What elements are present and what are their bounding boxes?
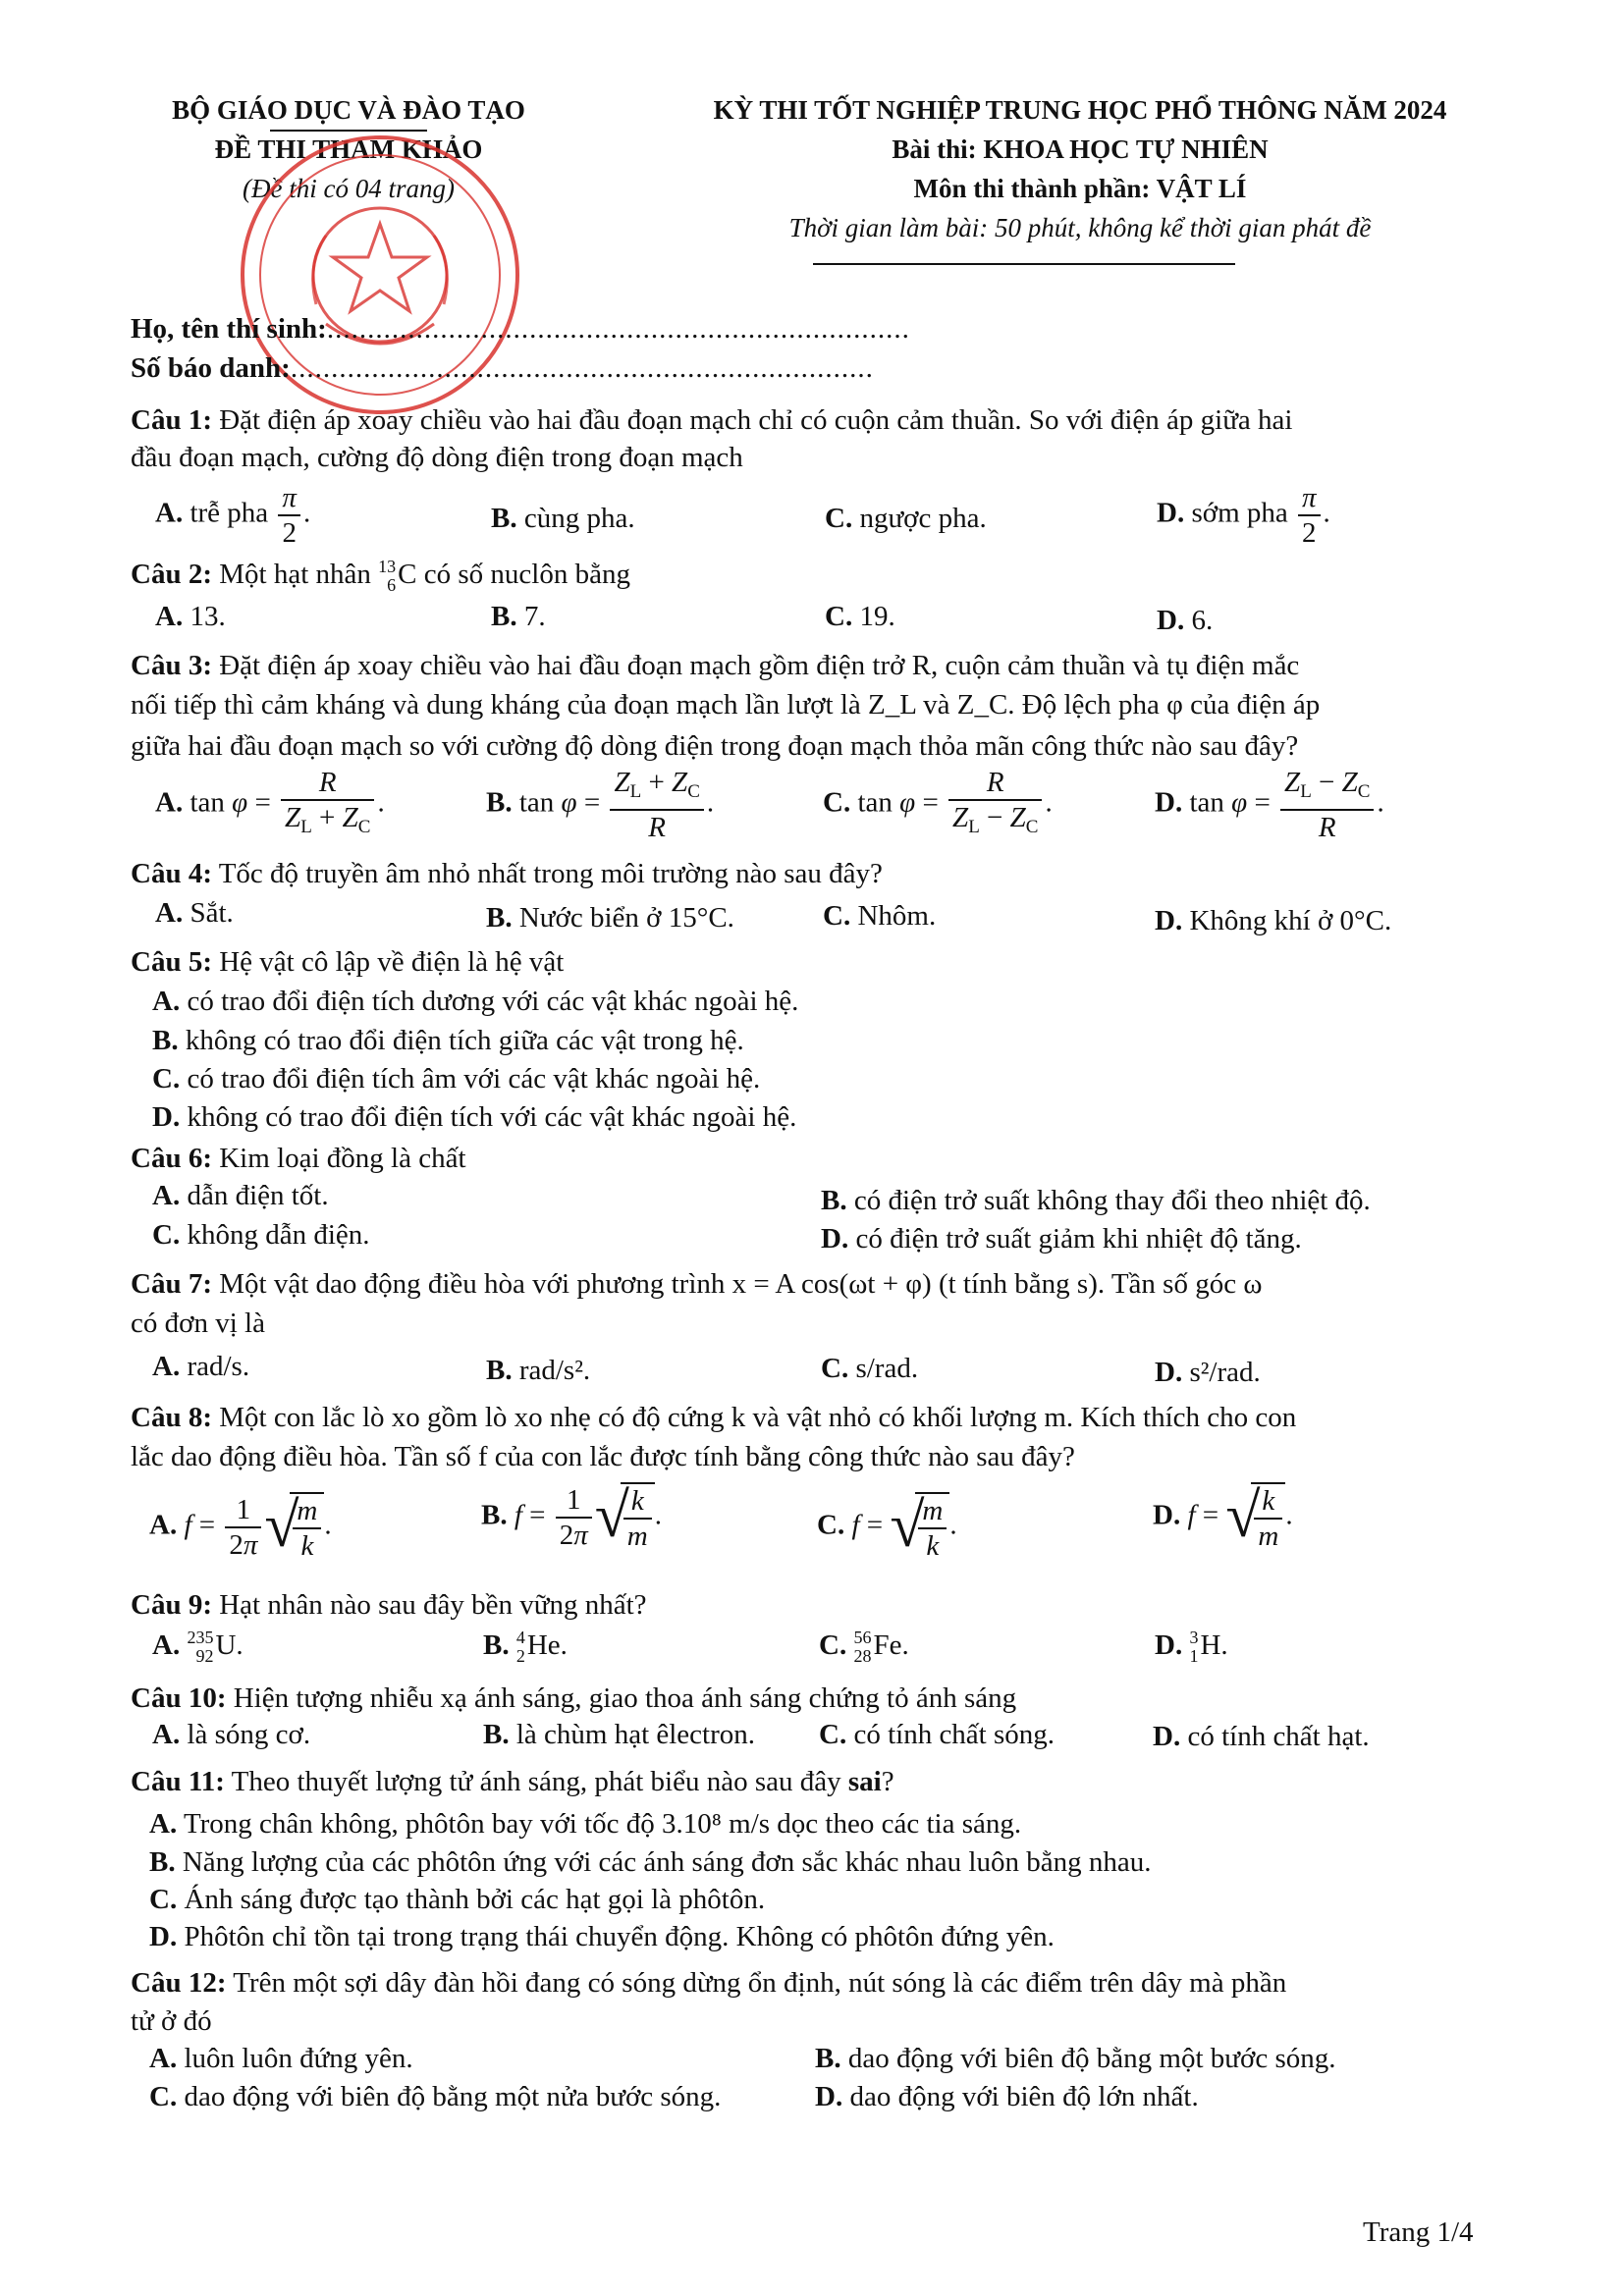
question-1-line2 bbox=[131, 438, 743, 477]
name-dots[interactable]: ........................................................................ bbox=[326, 313, 910, 345]
q7-option-a[interactable]: A. rad/s. bbox=[152, 1351, 250, 1382]
question-10: Câu 10: Hiện tượng nhiễu xạ ánh sáng, giao thoa ánh sáng chứng tỏ ánh sáng bbox=[131, 1682, 1017, 1714]
q4-option-a[interactable]: A. Sắt. bbox=[155, 897, 234, 929]
q1-label: Câu 1: bbox=[131, 404, 212, 436]
q1-text2: đầu đoạn mạch, cường độ dòng điện trong đoạn mạch bbox=[131, 442, 743, 473]
question-2: Câu 2: Một hạt nhân 13 6 C có số nuclôn bằng bbox=[131, 557, 630, 596]
q1-option-c[interactable]: C. ngược pha. bbox=[825, 503, 987, 534]
q5-option-c[interactable]: C. có trao đổi điện tích âm với các vật khác ngoài hệ. bbox=[152, 1063, 761, 1095]
time-note: Thời gian làm bài: 50 phút, không kể thời gian phát đề bbox=[788, 213, 1372, 242]
q3-option-d[interactable]: D. tan φ = $\frac{Z_L - Z_C}{R}$ . bbox=[1155, 767, 1384, 843]
q9-option-d[interactable]: D. 3 1 H. bbox=[1155, 1628, 1228, 1667]
question-6: Câu 6: Kim loại đồng là chất bbox=[131, 1143, 466, 1174]
exam-title: KỲ THI TỐT NGHIỆP TRUNG HỌC PHỔ THÔNG NĂM 2024 bbox=[713, 95, 1447, 125]
q10-option-d[interactable]: D. có tính chất hạt. bbox=[1153, 1721, 1370, 1752]
q9-option-b[interactable]: B. 4 2 He. bbox=[483, 1628, 568, 1667]
header-right bbox=[609, 90, 1551, 247]
q1-option-a[interactable]: A. trễ pha $\frac{\pi}{2}$ . bbox=[155, 482, 311, 549]
q11-option-a[interactable]: A. Trong chân không, phôtôn bay với tốc độ 3.10⁸ m/s dọc theo các tia sáng. bbox=[149, 1808, 1022, 1840]
q10-option-c[interactable]: C. có tính chất sóng. bbox=[819, 1719, 1056, 1750]
q3-option-a[interactable]: A. tan φ = $\frac{R}{Z_L + Z_C}$ . bbox=[155, 767, 385, 837]
component-label: Môn thi thành phần: VẬT LÍ bbox=[913, 174, 1247, 203]
question-5: Câu 5: Hệ vật cô lập về điện là hệ vật bbox=[131, 946, 565, 978]
q1-text: Đặt điện áp xoay chiều vào hai đầu đoạn mạch chỉ có cuộn cảm thuần. So với điện áp giữa hai bbox=[219, 404, 1293, 436]
q8-option-c[interactable]: C. f = √ $\frac{m}{k}$ . bbox=[817, 1490, 957, 1562]
q6-option-c[interactable]: C. không dẫn điện. bbox=[152, 1219, 370, 1251]
q6-option-d[interactable]: D. có điện trở suất giảm khi nhiệt độ tăng. bbox=[821, 1223, 1302, 1255]
question-3-line2: nối tiếp thì cảm kháng và dung kháng của đoạn mạch lần lượt là Z_L và Z_C. Độ lệch pha φ của điện áp bbox=[131, 689, 1321, 721]
q1-option-d[interactable]: D. sớm pha $\frac{\pi}{2}$ . bbox=[1157, 482, 1330, 549]
q9-option-a[interactable]: A. 235 92 U. bbox=[152, 1628, 244, 1667]
q11-option-c[interactable]: C. Ánh sáng được tạo thành bởi các hạt gọi là phôtôn. bbox=[149, 1884, 766, 1915]
question-7: Câu 7: Một vật dao động điều hòa với phương trình x = A cos(ωt + φ) (t tính bằng s). Tần số góc ω bbox=[131, 1268, 1263, 1300]
q8-option-a[interactable]: A. f = $\frac{1}{2\pi}$ √ $\frac{m}{k}$ . bbox=[149, 1490, 332, 1562]
q3-option-b[interactable]: B. tan φ = $\frac{Z_L + Z_C}{R}$ . bbox=[486, 767, 715, 843]
q11-option-b[interactable]: B. Năng lượng của các phôtôn ứng với các ánh sáng đơn sắc khác nhau luôn bằng nhau. bbox=[149, 1846, 1152, 1878]
id-dots[interactable]: ........................................................................ bbox=[290, 352, 874, 384]
q10-option-a[interactable]: A. là sóng cơ. bbox=[152, 1719, 311, 1750]
candidate-fields bbox=[131, 309, 910, 388]
q12-option-a[interactable]: A. luôn luôn đứng yên. bbox=[149, 2043, 413, 2074]
q4-option-b[interactable]: B. Nước biển ở 15°C. bbox=[486, 902, 734, 934]
q5-option-a[interactable]: A. có trao đổi điện tích dương với các vật khác ngoài hệ. bbox=[152, 986, 799, 1017]
q9-option-c[interactable]: C. 56 28 Fe. bbox=[819, 1628, 909, 1667]
q12-option-c[interactable]: C. dao động với biên độ bằng một nửa bước sóng. bbox=[149, 2081, 722, 2112]
question-3: Câu 3: Đặt điện áp xoay chiều vào hai đầu đoạn mạch gồm điện trở R, cuộn cảm thuần và tụ điện mắc bbox=[131, 650, 1300, 681]
q4-option-d[interactable]: D. Không khí ở 0°C. bbox=[1155, 905, 1392, 936]
q11-option-d[interactable]: D. Phôtôn chỉ tồn tại trong trạng thái chuyển động. Không có phôtôn đứng yên. bbox=[149, 1921, 1055, 1952]
question-7-line2: có đơn vị là bbox=[131, 1308, 265, 1339]
question-1 bbox=[131, 400, 1292, 440]
q7-option-d[interactable]: D. s²/rad. bbox=[1155, 1357, 1261, 1388]
q4-option-c[interactable]: C. Nhôm. bbox=[823, 900, 937, 932]
question-4: Câu 4: Tốc độ truyền âm nhỏ nhất trong môi trường nào sau đây? bbox=[131, 858, 883, 889]
q7-option-b[interactable]: B. rad/s². bbox=[486, 1355, 591, 1386]
q7-option-c[interactable]: C. s/rad. bbox=[821, 1353, 919, 1384]
question-9: Câu 9: Hạt nhân nào sau đây bền vững nhất? bbox=[131, 1589, 647, 1621]
q5-option-d[interactable]: D. không có trao đổi điện tích với các vật khác ngoài hệ. bbox=[152, 1101, 797, 1133]
q2-option-c[interactable]: C. 19. bbox=[825, 601, 895, 632]
q1-option-b[interactable]: B. cùng pha. bbox=[491, 503, 635, 534]
subject-label: Bài thi: KHOA HỌC TỰ NHIÊN bbox=[892, 134, 1269, 164]
q2-option-d[interactable]: D. 6. bbox=[1157, 605, 1214, 636]
q5-option-b[interactable]: B. không có trao đổi điện tích giữa các vật trong hệ. bbox=[152, 1025, 744, 1056]
pages-note: (Đề thi có 04 trang) bbox=[243, 174, 455, 203]
q2-option-a[interactable]: A. 13. bbox=[155, 601, 226, 632]
q6-option-b[interactable]: B. có điện trở suất không thay đổi theo nhiệt độ. bbox=[821, 1185, 1371, 1216]
question-11: Câu 11: Theo thuyết lượng tử ánh sáng, phát biểu nào sau đây sai? bbox=[131, 1766, 894, 1797]
question-8-line2: lắc dao động điều hòa. Tần số f của con lắc được tính bằng công thức nào sau đây? bbox=[131, 1441, 1075, 1472]
q8-option-b[interactable]: B. f = $\frac{1}{2\pi}$ √ $\frac{k}{m}$ . bbox=[481, 1480, 662, 1552]
question-12: Câu 12: Trên một sợi dây đàn hồi đang có sóng dừng ổn định, nút sóng là các điểm trên dây mà phần bbox=[131, 1967, 1287, 1999]
name-label: Họ, tên thí sinh: bbox=[131, 313, 327, 345]
q2-option-b[interactable]: B. 7. bbox=[491, 601, 546, 632]
exam-type: ĐỀ THI THAM KHẢO bbox=[214, 134, 483, 164]
question-12-line2: tử ở đó bbox=[131, 2005, 212, 2037]
question-3-line3: giữa hai đầu đoạn mạch so với cường độ dòng điện trong đoạn mạch thỏa mãn công thức nào sau đây? bbox=[131, 730, 1299, 762]
ministry-name: BỘ GIÁO DỤC VÀ ĐÀO TẠO bbox=[172, 95, 525, 125]
q10-option-b[interactable]: B. là chùm hạt êlectron. bbox=[483, 1719, 756, 1750]
q8-option-d[interactable]: D. f = √ $\frac{k}{m}$ . bbox=[1153, 1480, 1293, 1552]
question-8: Câu 8: Một con lắc lò xo gồm lò xo nhẹ có độ cứng k và vật nhỏ có khối lượng m. Kích thích cho con bbox=[131, 1402, 1297, 1433]
id-label: Số báo danh: bbox=[131, 352, 291, 384]
q3-option-c[interactable]: C. tan φ = $\frac{R}{Z_L - Z_C}$ . bbox=[823, 767, 1053, 837]
q12-option-d[interactable]: D. dao động với biên độ lớn nhất. bbox=[815, 2081, 1199, 2112]
q12-option-b[interactable]: B. dao động với biên độ bằng một bước sóng. bbox=[815, 2043, 1336, 2074]
q6-option-a[interactable]: A. dẫn điện tốt. bbox=[152, 1180, 329, 1211]
page-number: Trang 1/4 bbox=[1363, 2216, 1474, 2248]
header-right-underline bbox=[813, 263, 1235, 265]
